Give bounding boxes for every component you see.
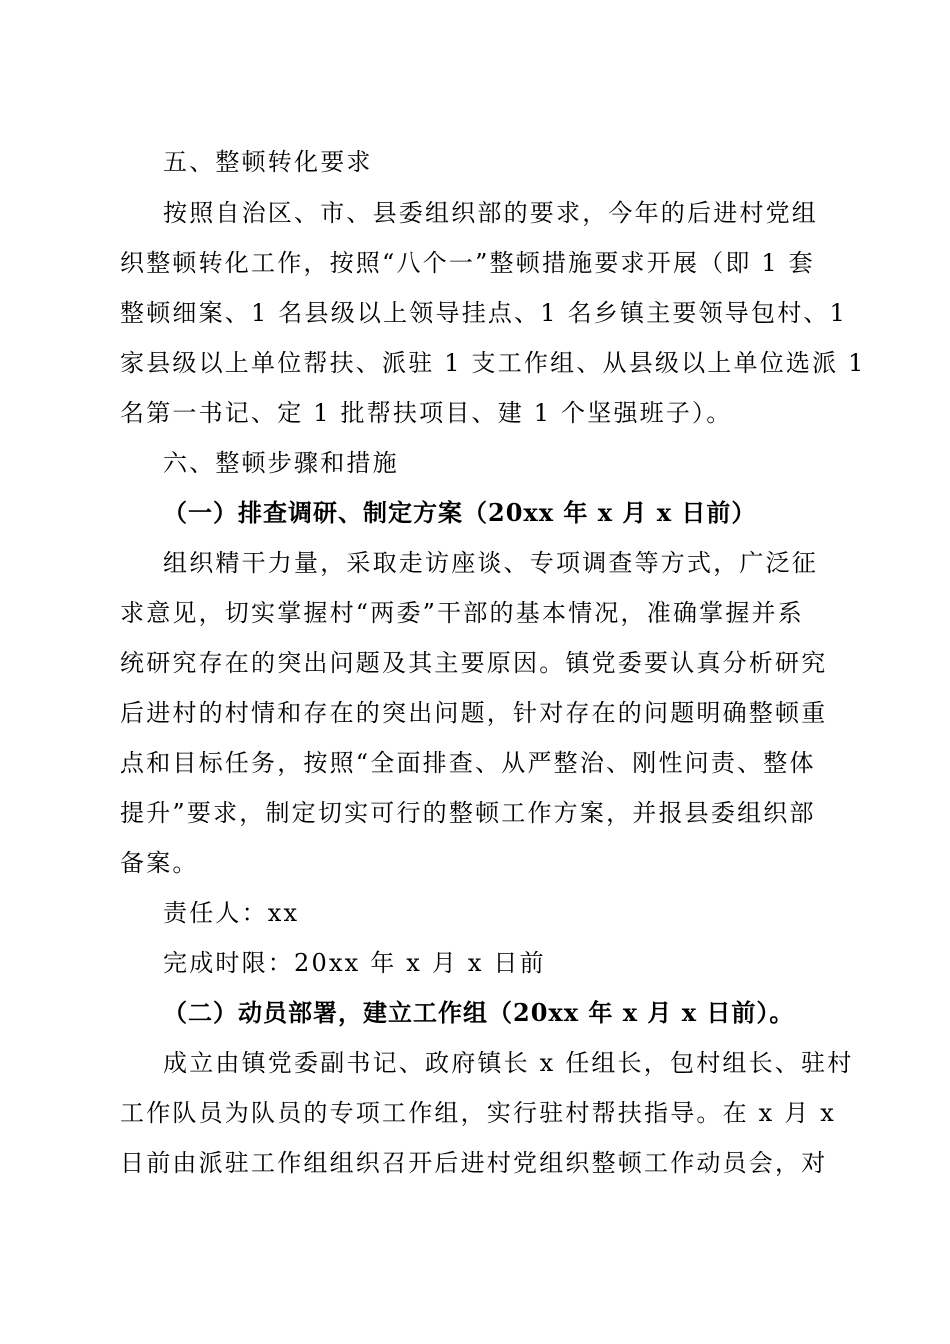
paragraph-line: 工作队员为队员的专项工作组，实行驻村帮扶指导。在 x 月 x <box>120 1099 836 1127</box>
paragraph-line: 组织精干力量，采取走访座谈、专项调查等方式，广泛征 <box>163 549 818 577</box>
paragraph-line: 统研究存在的突出问题及其主要原因。镇党委要认真分析研究 <box>120 649 828 677</box>
paragraph-line: 名第一书记、定 1 批帮扶项目、建 1 个坚强班子）。 <box>120 399 733 427</box>
paragraph-line: 织整顿转化工作，按照“八个一”整顿措施要求开展（即 1 套 <box>120 249 815 277</box>
paragraph-line: 日前由派驻工作组组织召开后进村党组织整顿工作动员会，对 <box>120 1149 828 1177</box>
paragraph-line: 后进村的村情和存在的突出问题，针对存在的问题明确整顿重 <box>120 699 828 727</box>
paragraph-line: 点和目标任务，按照“全面排查、从严整治、刚性问责、整体 <box>120 749 816 777</box>
paragraph-line: 整顿细案、1 名县级以上领导挂点、1 名乡镇主要领导包村、1 <box>120 299 848 327</box>
paragraph-line: 提升”要求，制定切实可行的整顿工作方案，并报县委组织部 <box>120 799 816 827</box>
deadline: 完成时限：20xx 年 x 月 x 日前 <box>163 949 546 977</box>
section-heading-5: 五、整顿转化要求 <box>163 148 373 176</box>
paragraph-line: 家县级以上单位帮扶、派驻 1 支工作组、从县级以上单位选派 1 <box>120 349 866 377</box>
subsection-heading-2: （二）动员部署，建立工作组（20xx 年 x 月 x 日前）。 <box>163 998 795 1027</box>
paragraph-line: 求意见，切实掌握村“两委”干部的基本情况，准确掌握并系 <box>120 599 804 627</box>
paragraph-line: 备案。 <box>120 849 199 877</box>
responsible-person: 责任人：xx <box>163 899 300 927</box>
section-heading-6: 六、整顿步骤和措施 <box>163 449 399 477</box>
paragraph-line: 按照自治区、市、县委组织部的要求，今年的后进村党组 <box>163 199 818 227</box>
paragraph-line: 成立由镇党委副书记、政府镇长 x 任组长，包村组长、驻村 <box>163 1049 854 1077</box>
subsection-heading-1: （一）排查调研、制定方案（20xx 年 x 月 x 日前） <box>163 498 757 527</box>
